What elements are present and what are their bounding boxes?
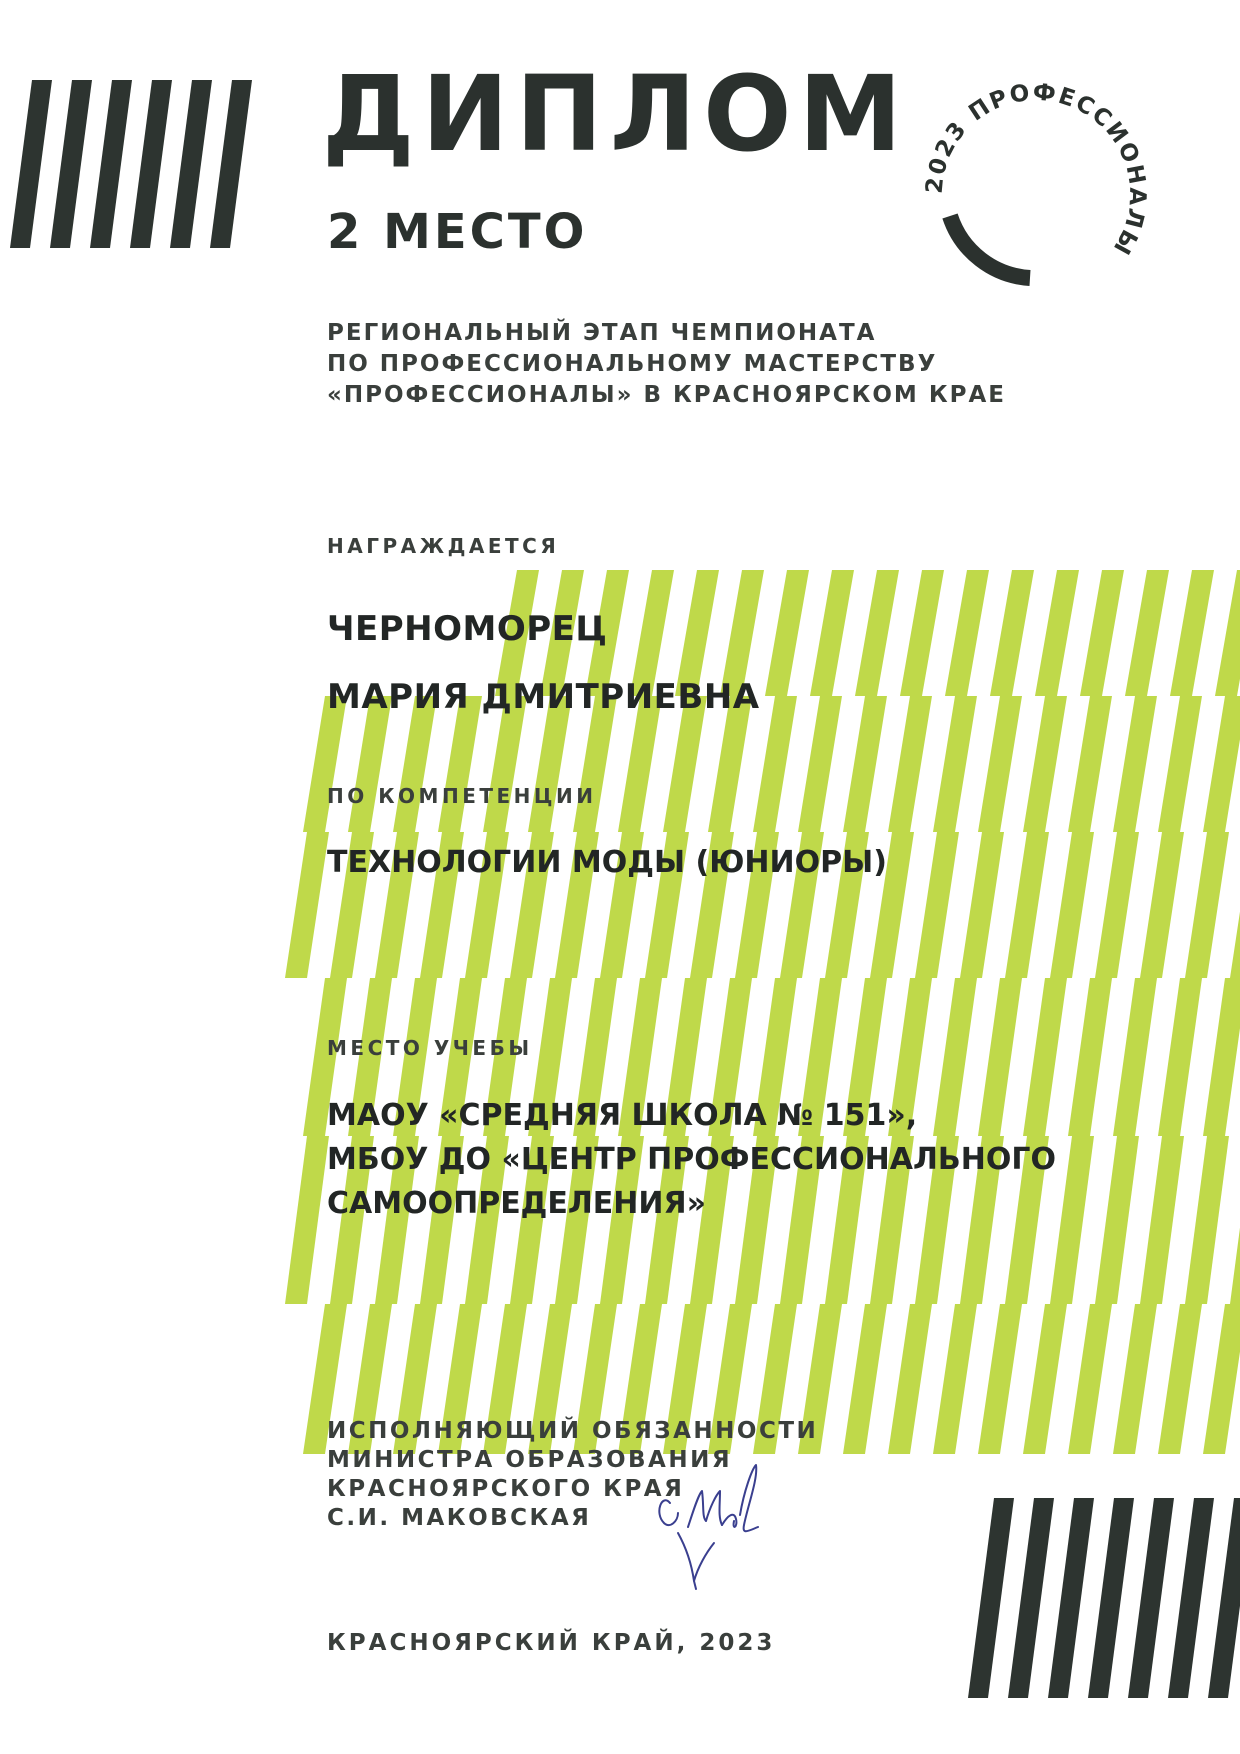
green-stripe: [1068, 1304, 1112, 1454]
place-heading: 2 МЕСТО: [327, 204, 588, 260]
study-place-label: МЕСТО УЧЕБЫ: [327, 1036, 533, 1060]
green-stripe: [1023, 696, 1067, 832]
green-stripe: [765, 570, 809, 696]
green-stripe: [1035, 570, 1079, 696]
green-stripe: [945, 570, 989, 696]
green-stripe: [1095, 1136, 1139, 1304]
green-stripe: [1230, 832, 1240, 978]
logo-text-path: 2023 ПРОФЕССИОНАЛЫ: [922, 80, 1150, 261]
green-stripe: [1185, 1136, 1229, 1304]
dark-stripes-bottom-right: [968, 1498, 1240, 1698]
professionaly-logo-icon: [922, 80, 1150, 308]
green-stripe: [1068, 978, 1112, 1136]
event-line: «ПРОФЕССИОНАЛЫ» В КРАСНОЯРСКОМ КРАЕ: [327, 382, 1006, 408]
dark-stripe: [1048, 1498, 1094, 1698]
dark-stripe: [968, 1498, 1014, 1698]
green-stripe: [810, 570, 854, 696]
footer-location-year: КРАСНОЯРСКИЙ КРАЙ, 2023: [327, 1630, 776, 1656]
study-place-value: [327, 1094, 1056, 1226]
dark-stripe: [1088, 1498, 1134, 1698]
signatory-line: МИНИСТРА ОБРАЗОВАНИЯ: [327, 1447, 733, 1473]
green-stripe: [1023, 1304, 1067, 1454]
dark-stripe: [1208, 1498, 1240, 1698]
green-stripe: [978, 696, 1022, 832]
green-stripe: [1158, 696, 1202, 832]
green-stripe: [888, 1304, 932, 1454]
green-stripe: [1185, 832, 1229, 978]
study-line: САМООПРЕДЕЛЕНИЯ»: [327, 1186, 706, 1221]
dark-stripes-top-left: [10, 80, 252, 248]
green-stripe: [1230, 1136, 1240, 1304]
dark-stripe: [50, 80, 92, 248]
dark-stripe: [1168, 1498, 1214, 1698]
green-stripe: [1158, 978, 1202, 1136]
study-line: МАОУ «СРЕДНЯЯ ШКОЛА № 151»,: [327, 1098, 918, 1133]
green-stripe: [933, 696, 977, 832]
green-stripe: [1170, 570, 1214, 696]
green-stripe: [1050, 1136, 1094, 1304]
green-stripe: [960, 832, 1004, 978]
green-stripe: [855, 570, 899, 696]
competence-value: ТЕХНОЛОГИИ МОДЫ (ЮНИОРЫ): [327, 845, 887, 880]
green-stripe: [1113, 696, 1157, 832]
green-stripe: [1158, 1304, 1202, 1454]
recipient-given-names: МАРИЯ ДМИТРИЕВНА: [327, 677, 760, 717]
logo-arc-stroke: [950, 216, 1030, 278]
green-stripe: [285, 1136, 329, 1304]
green-stripe: [1095, 832, 1139, 978]
dark-stripe: [170, 80, 212, 248]
green-stripe: [990, 570, 1034, 696]
green-stripe: [285, 832, 329, 978]
green-stripe: [1203, 978, 1240, 1136]
green-stripe: [1113, 978, 1157, 1136]
green-stripe: [978, 1304, 1022, 1454]
handwritten-signature-icon: [648, 1455, 768, 1605]
diploma-title: ДИПЛОМ: [322, 53, 909, 175]
green-stripe: [1203, 696, 1240, 832]
green-stripe: [798, 696, 842, 832]
green-stripe: [1005, 832, 1049, 978]
dark-stripe: [130, 80, 172, 248]
green-stripe: [1140, 832, 1184, 978]
green-stripe: [1140, 1136, 1184, 1304]
signatory-line: ИСПОЛНЯЮЩИЙ ОБЯЗАННОСТИ: [327, 1418, 819, 1444]
competence-label: ПО КОМПЕТЕНЦИИ: [327, 784, 597, 808]
event-line: РЕГИОНАЛЬНЫЙ ЭТАП ЧЕМПИОНАТА: [327, 320, 877, 346]
dark-stripe: [210, 80, 252, 248]
dark-stripe: [1128, 1498, 1174, 1698]
awarded-label: НАГРАЖДАЕТСЯ: [327, 534, 560, 558]
green-stripe: [1068, 696, 1112, 832]
event-description: [327, 318, 1006, 411]
event-line: ПО ПРОФЕССИОНАЛЬНОМУ МАСТЕРСТВУ: [327, 351, 938, 377]
green-stripe: [1125, 570, 1169, 696]
green-stripe: [843, 1304, 887, 1454]
green-stripe: [888, 696, 932, 832]
green-stripe: [1203, 1304, 1240, 1454]
green-stripe: [900, 570, 944, 696]
green-stripe: [1080, 570, 1124, 696]
recipient-surname: ЧЕРНОМОРЕЦ: [327, 609, 608, 649]
dark-stripe: [1008, 1498, 1054, 1698]
green-stripe: [843, 696, 887, 832]
study-line: МБОУ ДО «ЦЕНТР ПРОФЕССИОНАЛЬНОГО: [327, 1142, 1056, 1177]
signatory-line: КРАСНОЯРСКОГО КРАЯ: [327, 1476, 685, 1502]
green-stripe: [915, 832, 959, 978]
green-stripe: [1113, 1304, 1157, 1454]
dark-stripe: [90, 80, 132, 248]
green-stripe: [1215, 570, 1240, 696]
green-stripe: [1050, 832, 1094, 978]
signatory-name: С.И. МАКОВСКАЯ: [327, 1505, 592, 1531]
dark-stripe: [10, 80, 52, 248]
green-stripe: [933, 1304, 977, 1454]
